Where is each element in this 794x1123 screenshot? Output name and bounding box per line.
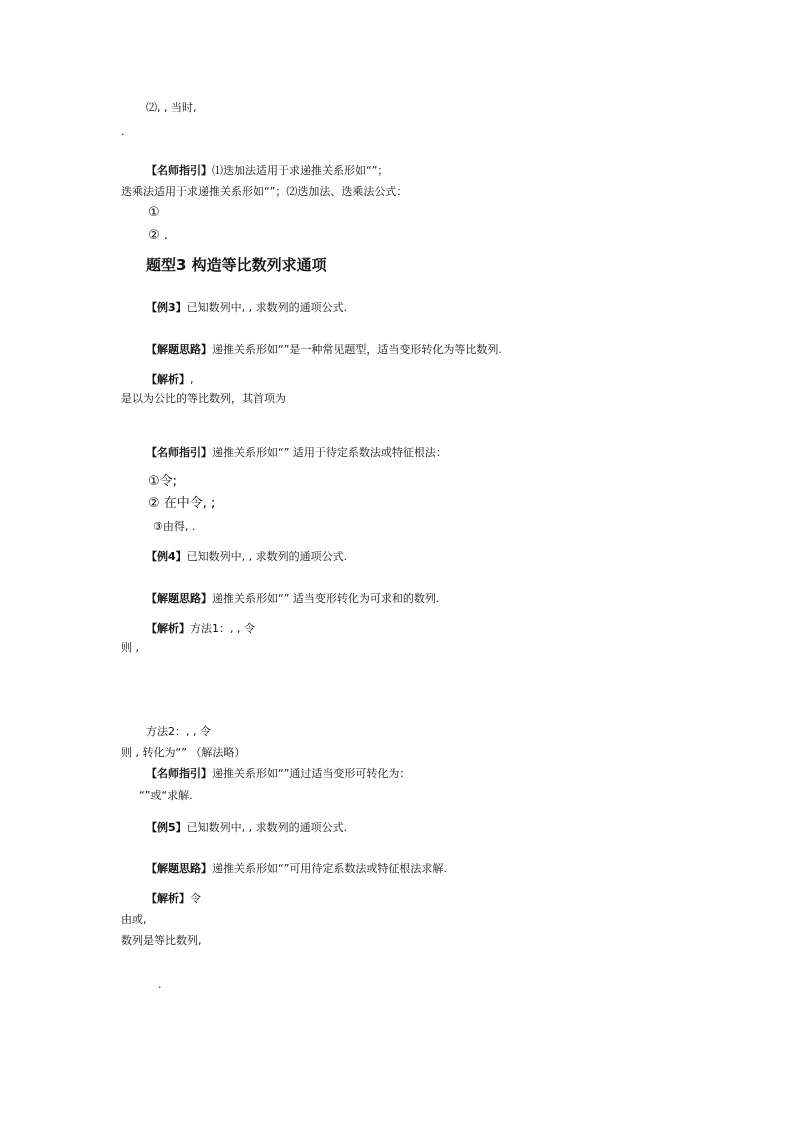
text-line: 【名师指引】⑴迭加法适用于求递推关系形如“”； — [146, 164, 389, 177]
text-line: “”或“求解. — [139, 789, 193, 802]
text-line: 【解析】令 — [146, 892, 201, 905]
text-line: 【解析】, — [146, 373, 194, 386]
text-line: 【解题思路】递推关系形如“” 适当变形转化为可求和的数列. — [146, 592, 440, 605]
text-line: ② . — [148, 228, 168, 243]
text-line: 数列是等比数列, — [121, 934, 202, 947]
text-line: . — [121, 125, 125, 138]
section-label: 【解析】 — [146, 373, 190, 386]
text-line: ①令; — [148, 474, 178, 489]
text-line: ② 在中令, ; — [148, 496, 216, 511]
text-line: 迭乘法适用于求递推关系形如“”；⑵迭加法、迭乘法公式： — [121, 185, 408, 198]
text-line: ⑵, , 当时, — [146, 101, 197, 114]
text-line: 则 , — [121, 641, 139, 654]
text-line: 【解题思路】递推关系形如“”是一种常见题型，适当变形转化为等比数列. — [146, 343, 502, 356]
section-label: 【例4】 — [146, 550, 187, 563]
section-label: 【解题思路】 — [146, 592, 212, 605]
text-line: 【解析】方法1：, , 令 — [146, 622, 255, 635]
text-line: . — [158, 978, 162, 991]
text-line: 【名师指引】递推关系形如“”通过适当变形可转化为： — [146, 767, 411, 780]
section-label: 【解题思路】 — [146, 343, 212, 356]
section-heading: 题型3 构造等比数列求通项 — [146, 256, 327, 274]
text-line: 【例4】已知数列中, , 求数列的通项公式. — [146, 550, 348, 563]
text-line: 【例5】已知数列中, , 求数列的通项公式. — [146, 821, 348, 834]
section-label: 【名师指引】 — [146, 446, 212, 459]
text-line: 【解题思路】递推关系形如“”可用待定系数法或特征根法求解. — [146, 862, 447, 875]
section-label: 【例5】 — [146, 821, 187, 834]
section-label: 【名师指引】 — [146, 164, 212, 177]
text-line: 【例3】已知数列中, , 求数列的通项公式. — [146, 301, 348, 314]
text-line: ① — [148, 205, 160, 220]
text-line: 由或, — [121, 913, 147, 926]
text-line: 是以为公比的等比数列，其首项为 — [121, 392, 286, 405]
section-label: 【解析】 — [146, 622, 190, 635]
text-line: 方法2：, , 令 — [146, 725, 211, 738]
text-line: 则 , 转化为“” （解法略） — [121, 746, 246, 759]
text-line: ③由得, . — [153, 520, 196, 533]
text-line: 【名师指引】递推关系形如“” 适用于待定系数法或特征根法： — [146, 446, 447, 459]
section-label: 【解析】 — [146, 892, 190, 905]
section-label: 【解题思路】 — [146, 862, 212, 875]
section-label: 【例3】 — [146, 301, 187, 314]
section-label: 【名师指引】 — [146, 767, 212, 780]
